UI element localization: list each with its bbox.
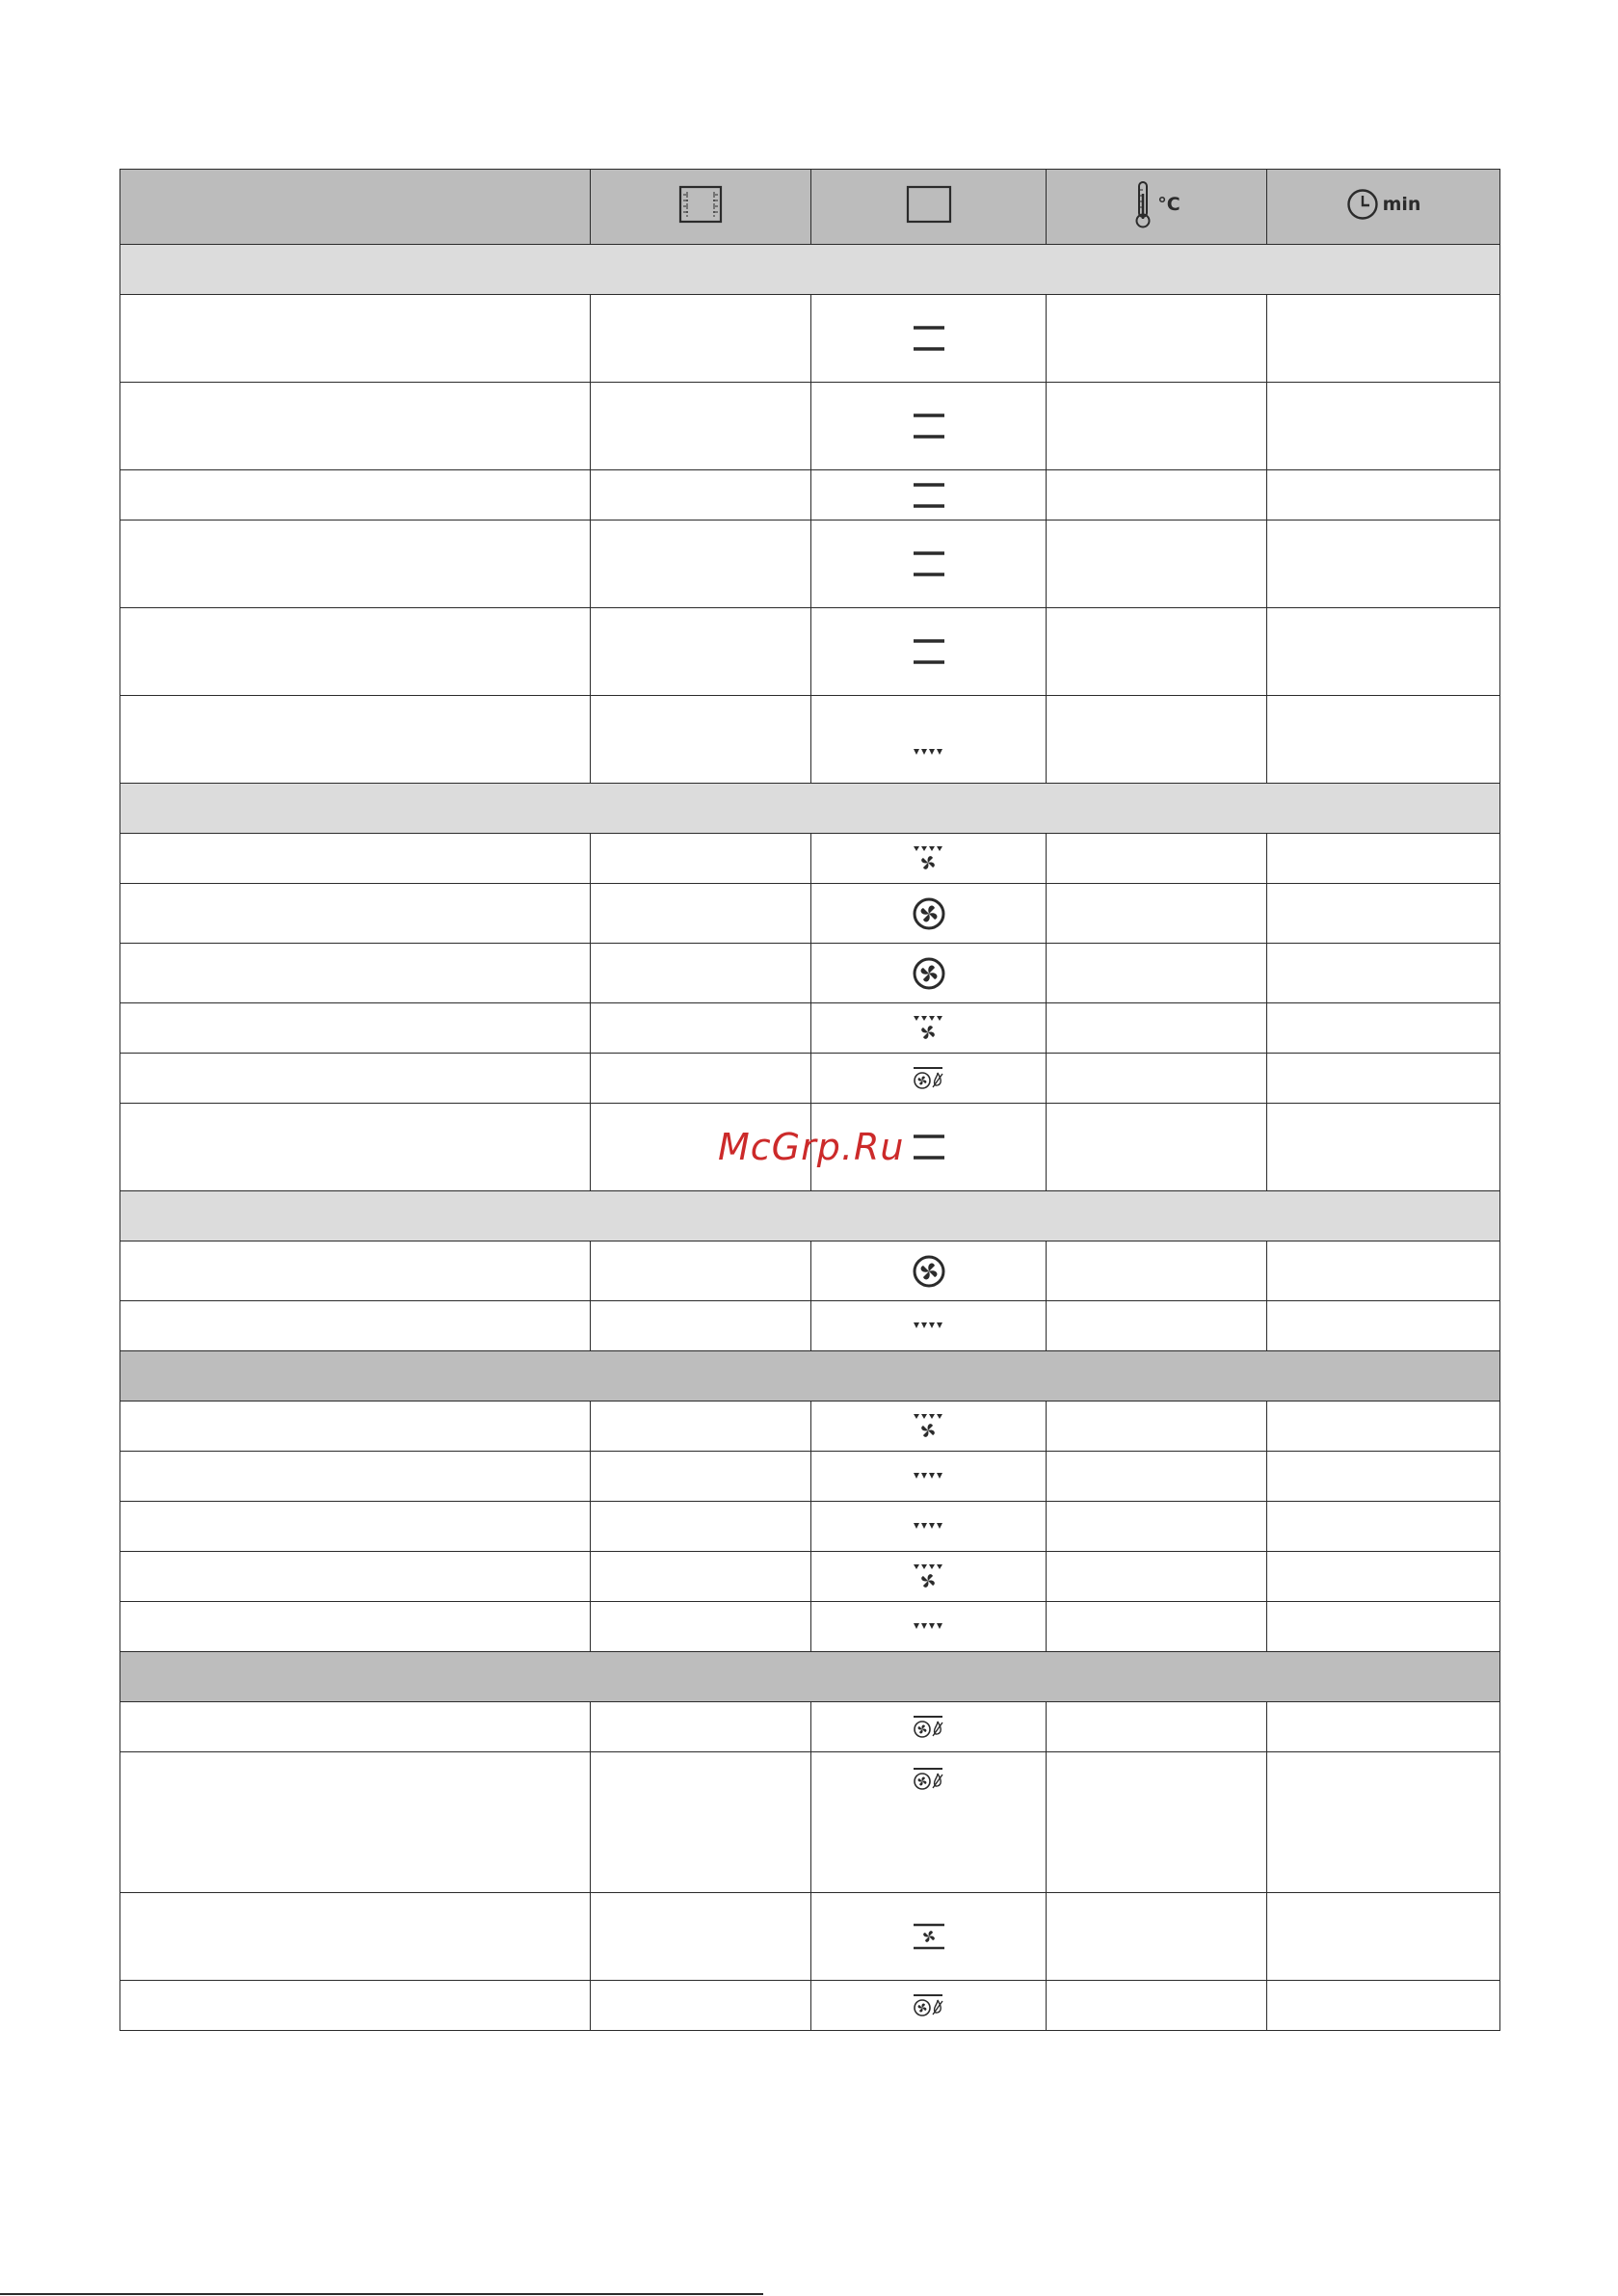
time-cell bbox=[1267, 383, 1500, 470]
shelf-cell bbox=[591, 608, 811, 696]
time-cell bbox=[1267, 1054, 1500, 1104]
function-cell bbox=[811, 608, 1047, 696]
function-cell bbox=[811, 1702, 1047, 1752]
temperature-cell bbox=[1047, 1402, 1267, 1452]
food-cell bbox=[120, 470, 591, 521]
section-header-row bbox=[120, 784, 1500, 834]
table-row bbox=[120, 521, 1500, 608]
table-row bbox=[120, 608, 1500, 696]
temperature-cell bbox=[1047, 1502, 1267, 1552]
food-cell bbox=[120, 1241, 591, 1301]
defrost-icon bbox=[912, 1992, 946, 2019]
clock-icon bbox=[1346, 188, 1379, 221]
function-cell bbox=[811, 1981, 1047, 2031]
function-cell bbox=[811, 470, 1047, 521]
function-cell bbox=[811, 1241, 1047, 1301]
food-cell bbox=[120, 1402, 591, 1452]
temperature-cell bbox=[1047, 1752, 1267, 1893]
table-row bbox=[120, 1602, 1500, 1652]
food-cell bbox=[120, 295, 591, 383]
temperature-cell bbox=[1047, 1702, 1267, 1752]
hot-air-fan-icon bbox=[912, 956, 946, 991]
food-cell bbox=[120, 696, 591, 784]
footer-divider bbox=[0, 2293, 763, 2295]
food-cell bbox=[120, 1301, 591, 1351]
food-cell bbox=[120, 1054, 591, 1104]
grill-icon bbox=[912, 1520, 946, 1532]
time-cell bbox=[1267, 944, 1500, 1003]
function-cell bbox=[811, 1301, 1047, 1351]
food-cell bbox=[120, 834, 591, 884]
function-cell bbox=[811, 696, 1047, 784]
food-cell bbox=[120, 1702, 591, 1752]
shelf-cell bbox=[591, 1552, 811, 1602]
time-cell bbox=[1267, 295, 1500, 383]
shelf-cell bbox=[591, 1502, 811, 1552]
grill-icon bbox=[912, 1620, 946, 1632]
table-row bbox=[120, 1452, 1500, 1502]
temperature-cell bbox=[1047, 1104, 1267, 1191]
time-cell bbox=[1267, 1981, 1500, 2031]
header-temperature-cell bbox=[1047, 170, 1267, 245]
food-cell bbox=[120, 1502, 591, 1552]
shelf-cell bbox=[591, 944, 811, 1003]
function-cell bbox=[811, 1502, 1047, 1552]
function-cell bbox=[811, 1602, 1047, 1652]
temperature-cell bbox=[1047, 1893, 1267, 1981]
table-row bbox=[120, 1502, 1500, 1552]
time-cell bbox=[1267, 608, 1500, 696]
table-row bbox=[120, 1003, 1500, 1054]
function-cell bbox=[811, 1402, 1047, 1452]
table-row bbox=[120, 1402, 1500, 1452]
function-cell bbox=[811, 1893, 1047, 1981]
time-cell bbox=[1267, 1402, 1500, 1452]
watermark: McGrp.Ru bbox=[718, 1126, 905, 1168]
function-cell bbox=[811, 1054, 1047, 1104]
header-time-cell bbox=[1267, 170, 1500, 245]
temperature-cell bbox=[1047, 608, 1267, 696]
grill-icon bbox=[912, 1470, 946, 1482]
shelf-cell bbox=[591, 1054, 811, 1104]
temperature-cell bbox=[1047, 1452, 1267, 1502]
temperature-cell bbox=[1047, 521, 1267, 608]
time-cell bbox=[1267, 1893, 1500, 1981]
top-bottom-heat-icon bbox=[912, 481, 946, 510]
function-cell bbox=[811, 834, 1047, 884]
grill-icon bbox=[912, 746, 946, 758]
section-header-row bbox=[120, 1351, 1500, 1402]
time-cell bbox=[1267, 521, 1500, 608]
section-header-cell bbox=[120, 1652, 1500, 1702]
table-row bbox=[120, 834, 1500, 884]
food-cell bbox=[120, 1602, 591, 1652]
temperature-cell bbox=[1047, 834, 1267, 884]
food-cell bbox=[120, 1003, 591, 1054]
temperature-cell bbox=[1047, 383, 1267, 470]
top-bottom-heat-icon bbox=[912, 324, 946, 353]
table-row bbox=[120, 1893, 1500, 1981]
time-cell bbox=[1267, 1552, 1500, 1602]
shelf-cell bbox=[591, 834, 811, 884]
function-cell bbox=[811, 1003, 1047, 1054]
table-row bbox=[120, 884, 1500, 944]
table-row bbox=[120, 1981, 1500, 2031]
time-unit: min bbox=[1382, 194, 1421, 215]
shelf-cell bbox=[591, 1003, 811, 1054]
food-cell bbox=[120, 1893, 591, 1981]
fan-top-bottom-icon bbox=[912, 1922, 946, 1951]
thermometer-icon bbox=[1132, 180, 1154, 228]
temperature-cell bbox=[1047, 1241, 1267, 1301]
temperature-cell bbox=[1047, 1003, 1267, 1054]
shelf-cell bbox=[591, 1981, 811, 2031]
time-cell bbox=[1267, 1301, 1500, 1351]
shelf-cell bbox=[591, 1893, 811, 1981]
hot-air-fan-icon bbox=[912, 896, 946, 931]
table-row bbox=[120, 1702, 1500, 1752]
time-cell bbox=[1267, 884, 1500, 944]
temperature-cell bbox=[1047, 884, 1267, 944]
shelf-cell bbox=[591, 1301, 811, 1351]
section-header-row bbox=[120, 1191, 1500, 1241]
section-header-cell bbox=[120, 1191, 1500, 1241]
temperature-cell bbox=[1047, 1602, 1267, 1652]
shelf-cell bbox=[591, 1702, 811, 1752]
function-cell bbox=[811, 521, 1047, 608]
food-cell bbox=[120, 884, 591, 944]
function-cell bbox=[811, 1452, 1047, 1502]
time-cell bbox=[1267, 1502, 1500, 1552]
temperature-cell bbox=[1047, 944, 1267, 1003]
fan-grill-icon bbox=[912, 1562, 946, 1591]
time-cell bbox=[1267, 1241, 1500, 1301]
food-cell bbox=[120, 1552, 591, 1602]
temperature-cell bbox=[1047, 696, 1267, 784]
table-row bbox=[120, 944, 1500, 1003]
top-bottom-heat-icon bbox=[912, 549, 946, 578]
defrost-icon bbox=[912, 1714, 946, 1741]
header-shelf-cell bbox=[591, 170, 811, 245]
defrost-icon bbox=[912, 1766, 946, 1793]
temperature-unit: °C bbox=[1157, 194, 1180, 215]
shelf-cell bbox=[591, 884, 811, 944]
function-cell bbox=[811, 1552, 1047, 1602]
food-cell bbox=[120, 1752, 591, 1893]
shelf-cell bbox=[591, 295, 811, 383]
function-cell bbox=[811, 1752, 1047, 1893]
section-header-row bbox=[120, 245, 1500, 295]
food-cell bbox=[120, 521, 591, 608]
shelf-cell bbox=[591, 470, 811, 521]
cooking-table bbox=[119, 169, 1500, 2031]
time-cell bbox=[1267, 1752, 1500, 1893]
time-cell bbox=[1267, 1104, 1500, 1191]
shelf-cell bbox=[591, 1452, 811, 1502]
function-cell bbox=[811, 295, 1047, 383]
time-cell bbox=[1267, 470, 1500, 521]
time-cell bbox=[1267, 1602, 1500, 1652]
temperature-cell bbox=[1047, 1054, 1267, 1104]
table-row bbox=[120, 295, 1500, 383]
section-header-cell bbox=[120, 1351, 1500, 1402]
food-cell bbox=[120, 944, 591, 1003]
shelf-cell bbox=[591, 1752, 811, 1893]
shelf-cell bbox=[591, 521, 811, 608]
food-cell bbox=[120, 1452, 591, 1502]
temperature-cell bbox=[1047, 295, 1267, 383]
temperature-cell bbox=[1047, 1981, 1267, 2031]
shelf-cell bbox=[591, 1602, 811, 1652]
temperature-cell bbox=[1047, 1552, 1267, 1602]
grill-icon bbox=[912, 1320, 946, 1331]
oven-function-icon bbox=[906, 185, 952, 224]
top-bottom-heat-icon bbox=[912, 1133, 946, 1161]
hot-air-fan-icon bbox=[912, 1254, 946, 1289]
shelf-cell bbox=[591, 1402, 811, 1452]
table-row bbox=[120, 696, 1500, 784]
food-cell bbox=[120, 608, 591, 696]
table-row bbox=[120, 1054, 1500, 1104]
time-cell bbox=[1267, 834, 1500, 884]
function-cell bbox=[811, 884, 1047, 944]
fan-grill-icon bbox=[912, 844, 946, 873]
time-cell bbox=[1267, 1452, 1500, 1502]
temperature-cell bbox=[1047, 1301, 1267, 1351]
temperature-cell bbox=[1047, 470, 1267, 521]
table-row bbox=[120, 383, 1500, 470]
food-cell bbox=[120, 1981, 591, 2031]
food-cell bbox=[120, 1104, 591, 1191]
shelf-cell bbox=[591, 1241, 811, 1301]
table-header-row bbox=[120, 170, 1500, 245]
table-row bbox=[120, 1241, 1500, 1301]
top-bottom-heat-icon bbox=[912, 637, 946, 666]
top-bottom-heat-icon bbox=[912, 412, 946, 441]
defrost-icon bbox=[912, 1065, 946, 1092]
table-row bbox=[120, 1752, 1500, 1893]
food-cell bbox=[120, 383, 591, 470]
shelf-cell bbox=[591, 696, 811, 784]
function-cell bbox=[811, 944, 1047, 1003]
section-header-row bbox=[120, 1652, 1500, 1702]
section-header-cell bbox=[120, 784, 1500, 834]
section-header-cell bbox=[120, 245, 1500, 295]
fan-grill-icon bbox=[912, 1412, 946, 1441]
time-cell bbox=[1267, 696, 1500, 784]
function-cell bbox=[811, 383, 1047, 470]
time-cell bbox=[1267, 1702, 1500, 1752]
header-function-cell bbox=[811, 170, 1047, 245]
shelf-cell bbox=[591, 383, 811, 470]
time-cell bbox=[1267, 1003, 1500, 1054]
header-food-cell bbox=[120, 170, 591, 245]
shelf-level-icon bbox=[678, 185, 723, 224]
table-row bbox=[120, 1301, 1500, 1351]
table-row bbox=[120, 1552, 1500, 1602]
table-row bbox=[120, 470, 1500, 521]
fan-grill-icon bbox=[912, 1014, 946, 1043]
